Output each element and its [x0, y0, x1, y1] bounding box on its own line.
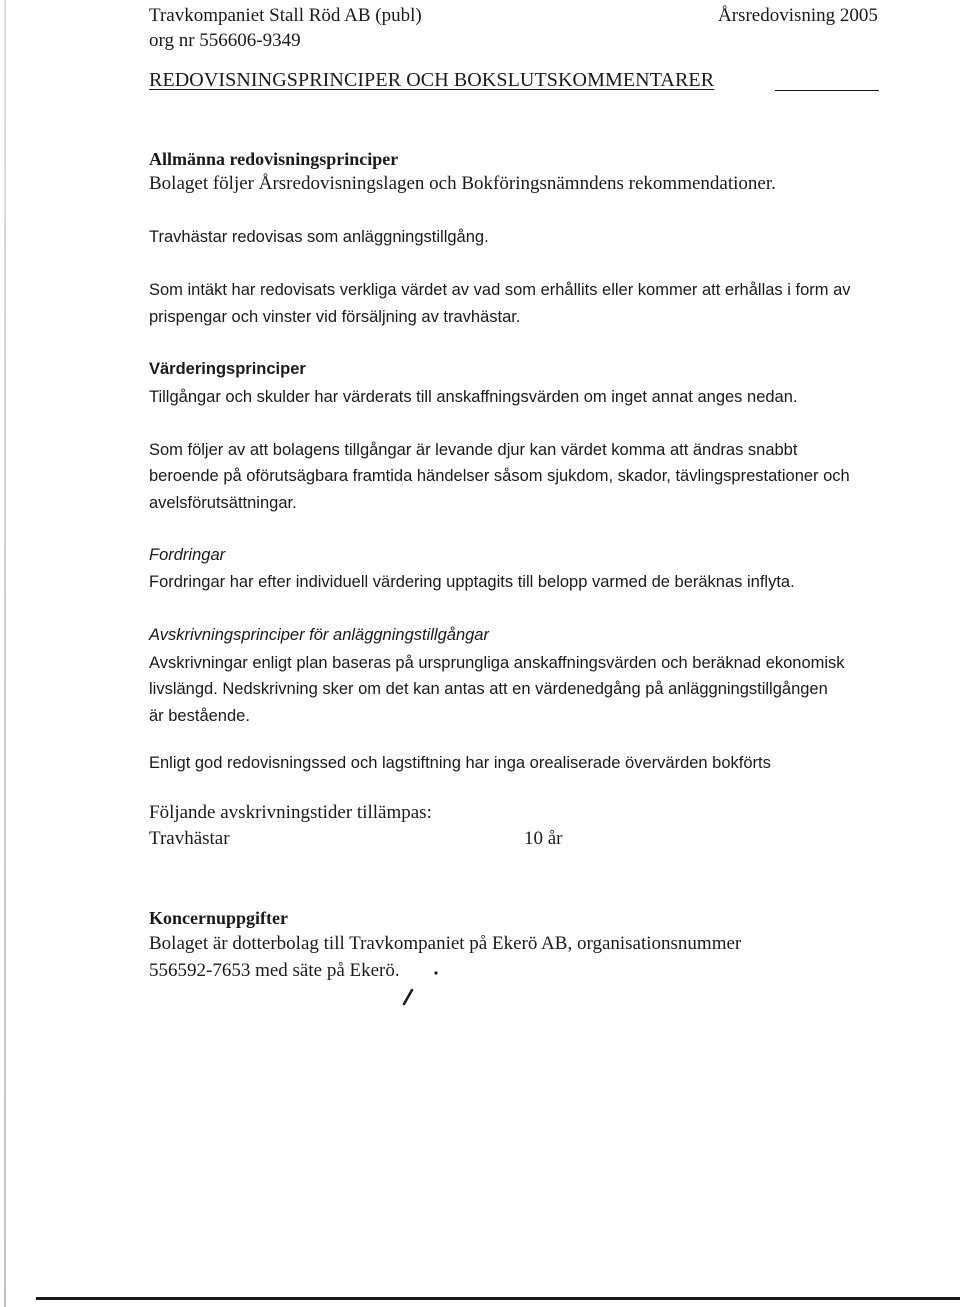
depreciation-period: 10 år — [524, 828, 563, 849]
report-title: Årsredovisning 2005 — [718, 5, 878, 26]
valuation-para-2: beroende på oförutsägbara framtida händelser såsom sjukdom, skador, tävlingsprestationer och — [149, 467, 850, 485]
depreciation-text-2: livslängd. Nedskrivning sker om det kan antas att en värdenedgång på anläggningstillgången — [149, 680, 828, 698]
bottom-rule — [36, 1297, 960, 1300]
valuation-heading: Värderingsprinciper — [149, 360, 306, 378]
depreciation-heading: Avskrivningsprinciper för anläggningstillgångar — [149, 626, 489, 644]
page-title: REDOVISNINGSPRINCIPER OCH BOKSLUTSKOMMENTARER — [149, 69, 715, 91]
group-text-1: Bolaget är dotterbolag till Travkompaniet på Ekerö AB, organisationsnummer — [149, 933, 742, 954]
revenue-text-1: Som intäkt har redovisats verkliga värdet av vad som erhållits eller kommer att erhållas i form av — [149, 281, 851, 299]
general-heading: Allmänna redovisningsprinciper — [149, 149, 399, 169]
revenue-text-2: prispengar och vinster vid försäljning av travhästar. — [149, 308, 521, 326]
valuation-para-3: avelsförutsättningar. — [149, 494, 297, 512]
scan-edge — [4, 0, 6, 1307]
general-text: Bolaget följer Årsredovisningslagen och Bokföringsnämndens rekommendationer. — [149, 173, 776, 194]
handwritten-mark — [396, 962, 446, 1008]
company-name: Travkompaniet Stall Röd AB (publ) — [149, 5, 422, 26]
asset-name: Travhästar — [149, 828, 230, 849]
good-practice-text: Enligt god redovisningssed och lagstiftning har inga orealiserade övervärden bokförts — [149, 754, 771, 772]
org-number: org nr 556606-9349 — [149, 30, 301, 51]
title-underline — [775, 90, 879, 91]
horses-text: Travhästar redovisas som anläggningstillgång. — [149, 228, 489, 246]
group-text-2: 556592-7653 med säte på Ekerö. — [149, 960, 400, 981]
receivables-heading: Fordringar — [149, 546, 226, 564]
depreciation-text-3: är bestående. — [149, 707, 250, 725]
valuation-text: Tillgångar och skulder har värderats till anskaffningsvärden om inget annat anges nedan. — [149, 388, 798, 406]
depreciation-text-1: Avskrivningar enligt plan baseras på ursprungliga anskaffningsvärden och beräknad ekonomisk — [149, 654, 845, 672]
valuation-para-1: Som följer av att bolagens tillgångar är levande djur kan värdet komma att ändras snabbt — [149, 441, 798, 459]
periods-label: Följande avskrivningstider tillämpas: — [149, 802, 432, 823]
receivables-text: Fordringar har efter individuell värdering upptagits till belopp varmed de beräknas inflyta. — [149, 573, 795, 591]
group-heading: Koncernuppgifter — [149, 908, 288, 928]
